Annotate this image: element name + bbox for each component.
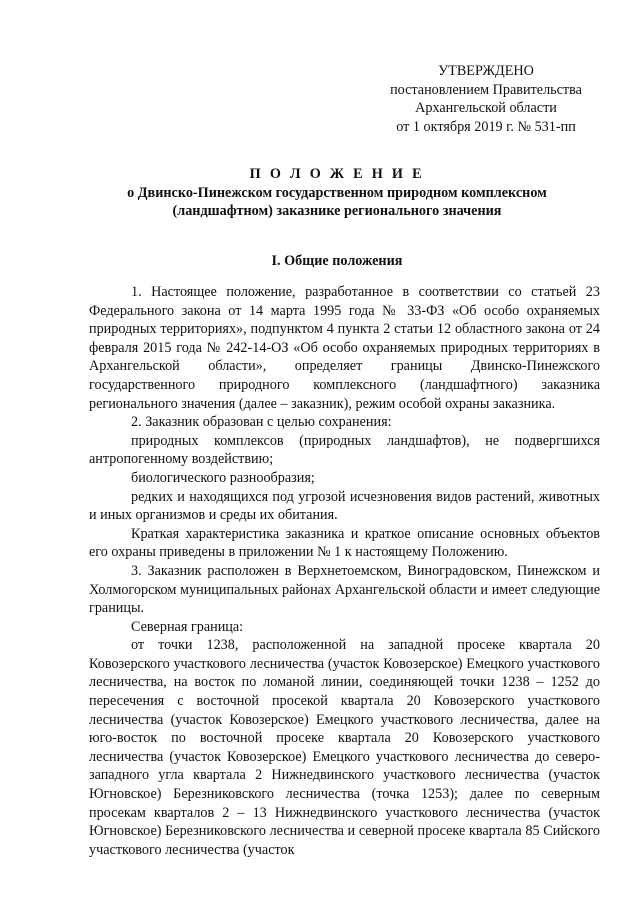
- northern-border-description: от точки 1238, расположенной на западной просеке квартала 20 Ковозерского участкового лесничества (участок Ковозерское) Емецкого участкового лесничества, на восток по ломаной линии, соединяющей точки 1238 – 1252 до пересечения с восточной просекой квартала 20 Ковозерского участкового лесничества (участок Ковозерское) Емецкого участкового лесничества, далее на юго-восток по восточной просеке квартала 20 Ковозерского участкового лесничества (участок Ковозерское) Емецкого участкового лесничества до северо-западного угла квартала 2 Нижнедвинского участкового лесничества (участок Югновское) Березниковского лесничества (точка 1253); далее по северным просекам кварталов 2 – 13 Нижнедвинского участкового лесничества (участок Югновское) Березниковского лесничества и северной просеке квартала 85 Сийского участкового лесничества (участок: [89, 637, 600, 858]
- list-item-natural-complexes: природных комплексов (природных ландшафтов), не подвергшихся антропогенному воздействию;: [89, 432, 600, 468]
- northern-border-heading: Северная граница:: [131, 618, 244, 635]
- document-title-block: [60, 165, 614, 221]
- list-item-biodiversity: биологического разнообразия;: [131, 469, 315, 486]
- paragraph-3: 3. Заказник расположен в Верхнетоемском, Виноградовском, Пинежском и Холмогорском муниципальных районах Архангельской области и имеет следующие границы.: [89, 562, 600, 617]
- approval-decree: постановлением Правительства: [390, 81, 582, 98]
- paragraph-characteristics: Краткая характеристика заказника и краткое описание основных объектов его охраны приведены в приложении № 1 к настоящему Положению.: [89, 525, 600, 561]
- paragraph-1: 1. Настоящее положение, разработанное в соответствии со статьей 23 Федерального закона от 14 марта 1995 года № 33-ФЗ «Об особо охраняемых природных территориях», подпунктом 4 пункта 2 статьи 12 областного закона от 24 февраля 2015 года № 242-14-ОЗ «Об особо охраняемых природных территориях в Архангельской области», определяет границы Двинско-Пинежского государственного природного комплексного (ландшафтного) заказника регионального значения (далее – заказник), режим особой охраны заказника.: [89, 284, 600, 412]
- list-item-rare-species: редких и находящихся под угрозой исчезновения видов растений, животных и иных организмов и среды их обитания.: [89, 488, 600, 524]
- document-body: [89, 283, 600, 859]
- document-title: П О Л О Ж Е Н И Е: [249, 166, 425, 182]
- approval-region: Архангельской области: [415, 100, 557, 117]
- paragraph-2: 2. Заказник образован с целью сохранения:: [131, 414, 392, 431]
- document-subtitle-line-1: о Двинско-Пинежском государственном природном комплексном: [127, 184, 547, 201]
- section-heading: I. Общие положения: [271, 253, 403, 269]
- approval-title: УТВЕРЖДЕНО: [438, 63, 534, 79]
- document-subtitle-line-2: (ландшафтном) заказнике регионального значения: [172, 203, 502, 220]
- approval-stamp: [372, 62, 600, 136]
- approval-date-number: от 1 октября 2019 г. № 531-пп: [396, 118, 576, 135]
